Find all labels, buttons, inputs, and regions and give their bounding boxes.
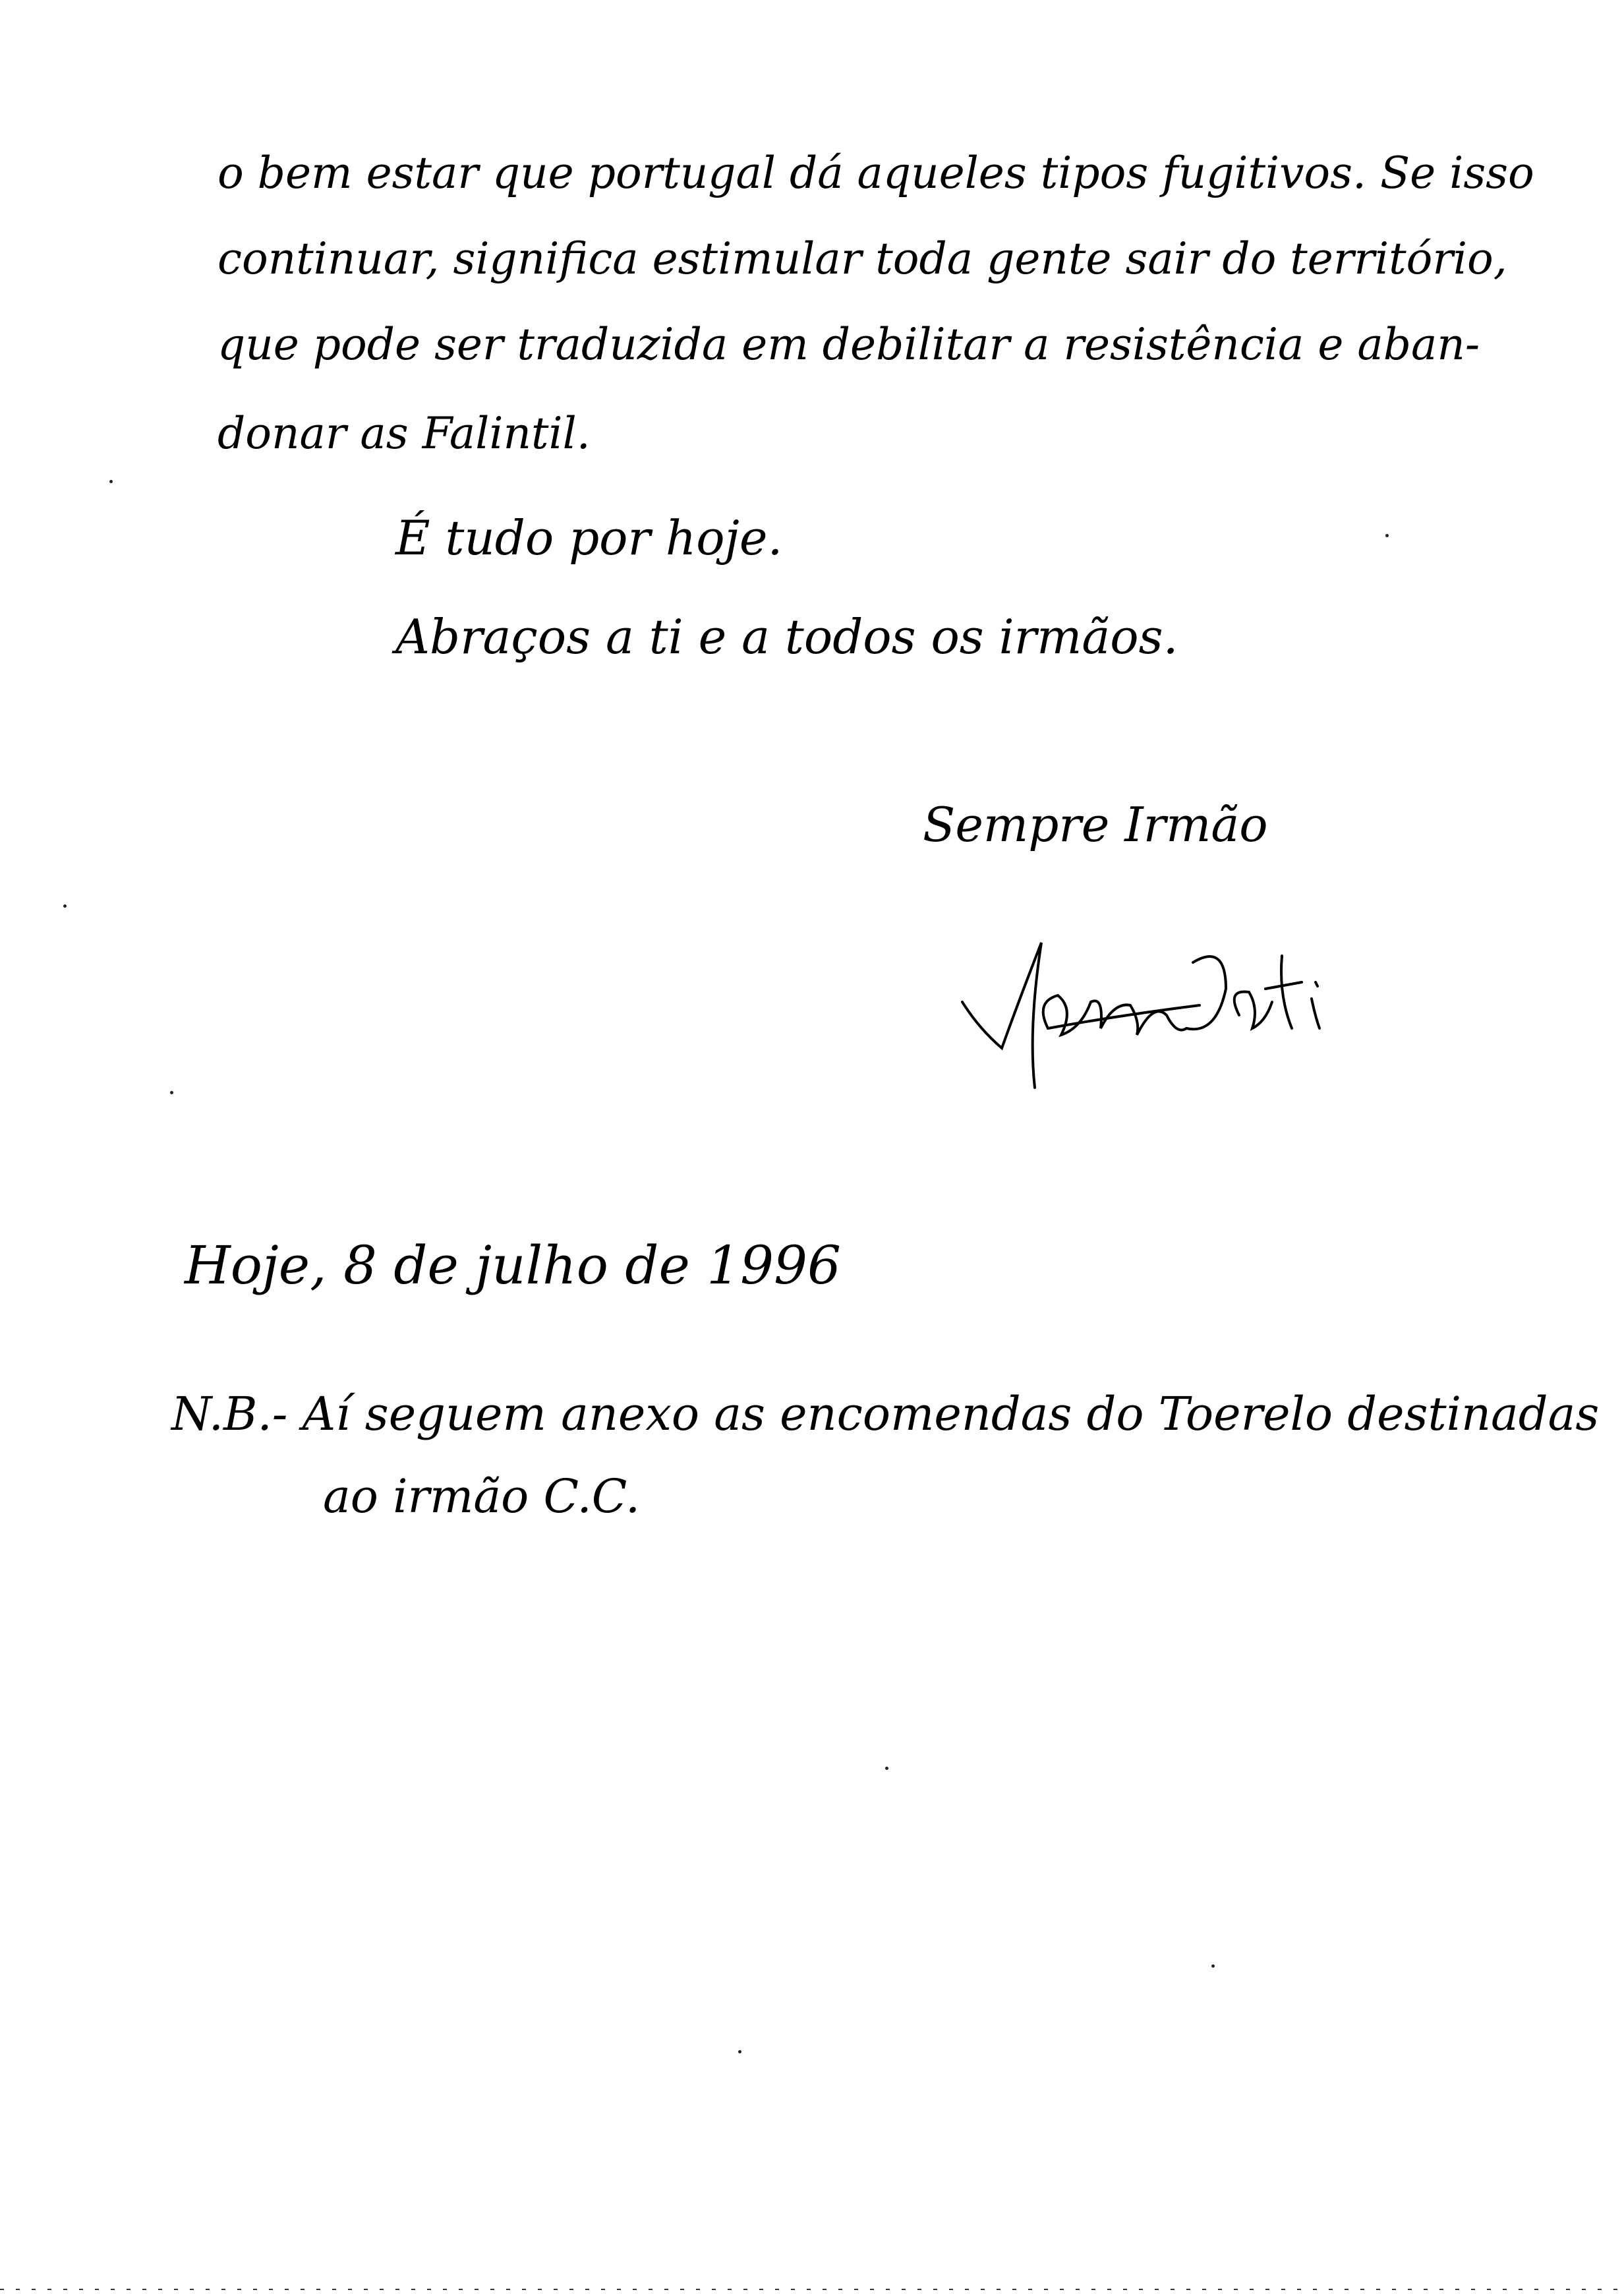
letter-body-line-2: continuar, significa estimular toda gente sair do território, (218, 233, 1507, 284)
scan-speck (109, 480, 113, 483)
scan-speck (170, 1091, 173, 1094)
nb-line-2: ao irmão C.C. (323, 1469, 641, 1523)
scan-speck (885, 1767, 888, 1770)
scan-speck (738, 2050, 741, 2053)
place-and-date: Hoje, 8 de julho de 1996 (185, 1235, 841, 1296)
scan-speck (1211, 1964, 1215, 1968)
closing-line-2: Abraços a ti e a todos os irmãos. (395, 609, 1178, 664)
salutation: Sempre Irmão (923, 797, 1268, 852)
letter-body-line-4: donar as Falintil. (218, 408, 591, 459)
nb-line-1: N.B.- Aí seguem anexo as encomendas do Toerelo destinadas (171, 1387, 1600, 1441)
letter-body-line-1: o bem estar que portugal dá aqueles tipos fugitivos. Se isso (218, 148, 1534, 198)
closing-line-1: É tudo por hoje. (395, 510, 783, 566)
scan-speck (63, 904, 67, 908)
letter-body-line-3: que pode ser traduzida em debilitar a resistência e aban- (218, 319, 1480, 370)
handwritten-signature (949, 929, 1345, 1101)
scan-speck (1385, 534, 1389, 537)
scan-bottom-edge (0, 2285, 1624, 2294)
